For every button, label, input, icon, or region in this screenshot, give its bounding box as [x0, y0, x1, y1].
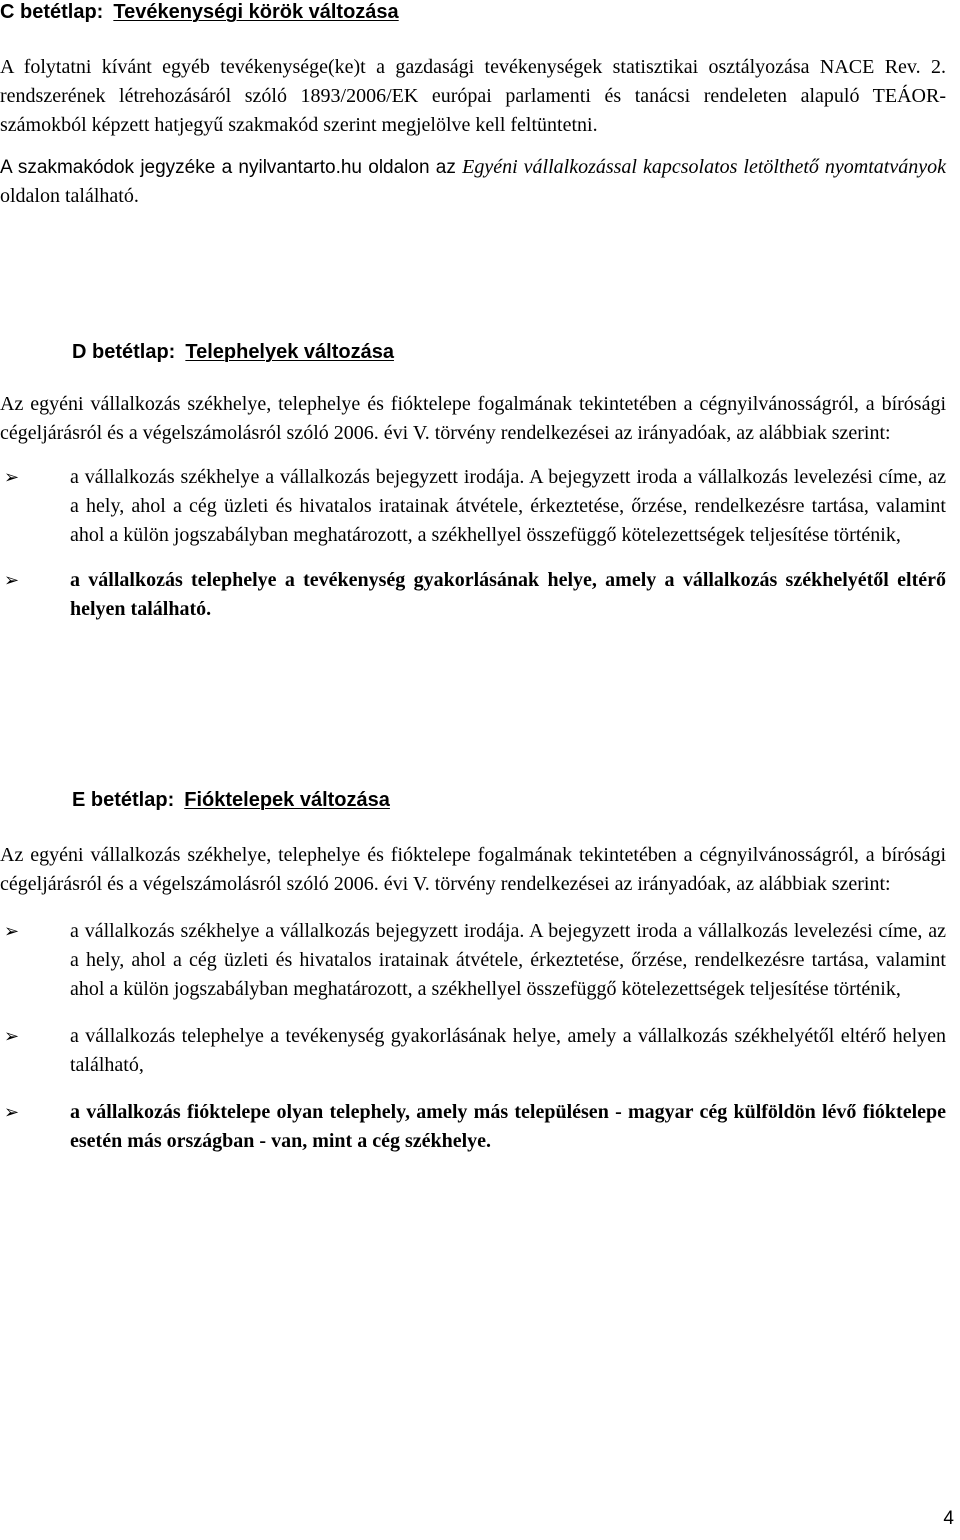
section-e-bullet-2-text: a vállalkozás telephelye a tevékenység gyakorlásának helye, amely a vállalkozás székhelyétől eltérő helyen található,: [70, 1025, 946, 1076]
section-d-bullet-1: [0, 463, 946, 550]
section-c-title: Tevékenységi körök változása: [113, 1, 399, 23]
section-c-p2-italic: Egyéni vállalkozással kapcsolatos letölthető nyomtatványok: [462, 156, 946, 178]
section-c-heading: [0, 0, 946, 24]
section-d-bullet-2: [0, 566, 946, 624]
section-d-intro: Az egyéni vállalkozás székhelye, telephelye és fióktelepe fogalmának tekintetében a cégnyilvánosságról, a bírósági cégeljárásról és a végelszámolásról szóló 2006. évi V. törvény rendelkezései az irányadóak, az alábbiak szerint:: [0, 393, 946, 444]
section-e-bullet-3-text: a vállalkozás fióktelepe olyan telephely, amely más településen - magyar cég külföldön lévő fióktelepe esetén más országban - van, mint a cég székhelye.: [70, 1101, 946, 1152]
arrowhead-bullet-icon: ➢: [4, 1102, 20, 1123]
section-e-label: E betétlap:: [72, 789, 175, 811]
arrowhead-bullet-icon: ➢: [4, 467, 20, 488]
section-e-bullet-1-text: a vállalkozás székhelye a vállalkozás bejegyzett irodája. A bejegyzett iroda a vállalkozás levelezési címe, az a hely, ahol a cég üzleti és hivatalos iratainak átvétele, érkeztetése, őrzése, rendelkezésre tartása, valamint ahol a külön jogszabályban meghatározott, a székhellyel összefüggő kötelezettségek teljesítése történik,: [70, 920, 946, 1000]
section-d-bullet-2-text: a vállalkozás telephelye a tevékenység gyakorlásának helye, amely a vállalkozás székhelyétől eltérő helyen található.: [70, 569, 946, 620]
section-e-heading: [0, 788, 946, 812]
section-e-bullet-3: [0, 1098, 946, 1156]
section-c: [0, 0, 946, 211]
section-c-paragraph-2: [0, 153, 946, 211]
section-d-heading: [0, 340, 946, 364]
section-c-paragraph-1: A folytatni kívánt egyéb tevékenysége(ke)t a gazdasági tevékenységek statisztikai osztályozása NACE Rev. 2. rendszerének létrehozásáról szóló 1893/2006/EK európai parlamenti és tanácsi rendeleten alapuló TEÁOR-számokból képzett hatjegyű szakmakód szerint megjelölve kell feltüntetni.: [0, 56, 946, 136]
arrowhead-bullet-icon: ➢: [4, 921, 20, 942]
section-d-label: D betétlap:: [72, 341, 176, 363]
section-e-bullet-2: [0, 1022, 946, 1080]
arrowhead-bullet-icon: ➢: [4, 1026, 20, 1047]
section-c-p2-end: oldalon található.: [0, 185, 139, 207]
section-e-title: Fióktelepek változása: [184, 789, 390, 811]
section-e-intro: Az egyéni vállalkozás székhelye, telephelye és fióktelepe fogalmának tekintetében a cégnyilvánosságról, a bírósági cégeljárásról és a végelszámolásról szóló 2006. évi V. törvény rendelkezései az irányadóak, az alábbiak szerint:: [0, 844, 946, 895]
section-e: [0, 788, 946, 1156]
section-c-p2-start: A szakmakódok jegyzéke a nyilvantarto.hu oldalon az: [0, 157, 463, 178]
section-d-title: Telephelyek változása: [185, 341, 394, 363]
arrowhead-bullet-icon: ➢: [4, 570, 20, 591]
section-e-bullet-1: [0, 917, 946, 1004]
section-d-bullet-1-text: a vállalkozás székhelye a vállalkozás bejegyzett irodája. A bejegyzett iroda a vállalkozás levelezési címe, az a hely, ahol a cég üzleti és hivatalos iratainak átvétele, érkeztetése, őrzése, rendelkezésre tartása, valamint ahol a külön jogszabályban meghatározott, a székhellyel összefüggő kötelezettségek teljesítése történik,: [70, 466, 946, 546]
section-c-label: C betétlap:: [0, 1, 104, 23]
section-d: [0, 340, 946, 624]
page-number: 4: [943, 1508, 954, 1529]
